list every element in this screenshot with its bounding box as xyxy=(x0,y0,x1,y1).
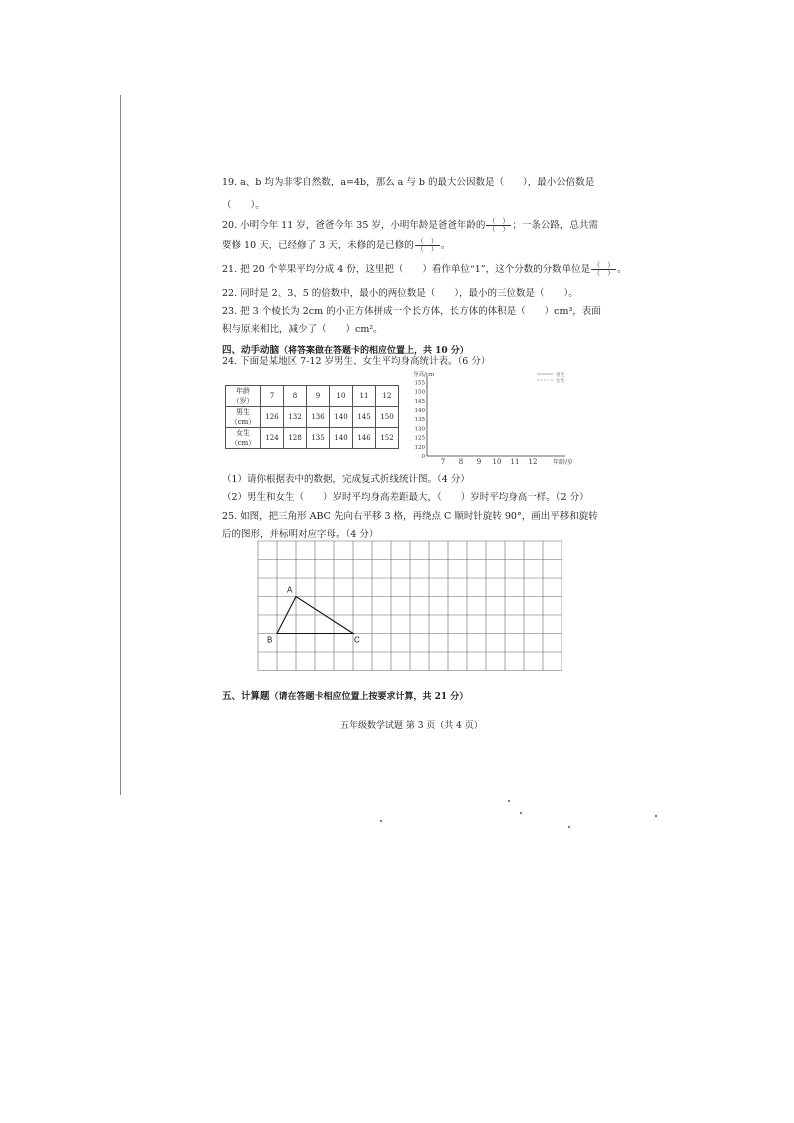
scan-speck xyxy=(508,800,510,802)
table-cell: 10 xyxy=(330,386,353,407)
y-tick-label: 155 xyxy=(414,380,425,387)
y-axis-label: 身高/cm xyxy=(413,372,435,378)
question-21 xyxy=(222,262,627,277)
table-cell: 150 xyxy=(376,407,399,428)
question-24-part-2: （2）男生和女生（ ）岁时平均身高差距最大，（ ）岁时平均身高一样。（2 分） xyxy=(222,492,589,503)
table-cell: 11 xyxy=(353,386,376,407)
section-4-title: 四、动手动脑 xyxy=(222,345,280,356)
y-tick-label: 130 xyxy=(414,426,425,433)
question-20-text-a: 20. 小明今年 11 岁，爸爸今年 35 岁，小明年龄是爸爸年龄的 xyxy=(222,220,486,231)
x-tick-label: 8 xyxy=(458,458,464,466)
table-cell: 124 xyxy=(261,428,284,449)
question-19-line-1: 19. a、b 均为非零自然数，a=4b，那么 a 与 b 的最大公因数是（ ），最小公倍数是 xyxy=(222,177,595,188)
table-row-age xyxy=(226,386,399,407)
question-21-text-b: 。 xyxy=(617,264,627,275)
table-cell: 146 xyxy=(353,428,376,449)
question-20-line-2 xyxy=(222,238,450,253)
table-cell: 140 xyxy=(330,428,353,449)
x-tick-label: 10 xyxy=(492,458,502,466)
y-tick-label: 140 xyxy=(414,408,425,414)
table-cell: 132 xyxy=(284,407,307,428)
table-cell: 135 xyxy=(307,428,330,449)
table-cell: 7 xyxy=(261,386,284,407)
page-footer: 五年级数学试题 第 3 页（共 4 页） xyxy=(340,721,483,731)
question-20-fraction-blank-2: $\frac{( )}{( )}$ xyxy=(416,237,438,253)
blank-line-chart xyxy=(405,368,590,468)
question-20-line-1 xyxy=(222,218,598,233)
vertex-label-c: C xyxy=(354,635,360,645)
question-25-line-1: 25. 如图，把三角形 ABC 先向右平移 3 格，再绕点 C 顺时针旋转 90°，画出平移和旋转 xyxy=(222,511,598,522)
question-24-part-1: （1）请你根据表中的数据，完成复式折线统计图。（4 分） xyxy=(222,474,470,485)
question-20-text-b: ；一条公路，总共需 xyxy=(512,220,598,231)
table-header-age: 年龄 （岁） xyxy=(226,386,261,407)
vertex-label-b: B xyxy=(267,635,273,645)
table-cell: 126 xyxy=(261,407,284,428)
x-tick-label: 12 xyxy=(528,458,538,466)
x-tick-label: 9 xyxy=(476,458,482,466)
y-tick-label: 145 xyxy=(414,398,425,405)
question-21-fraction-blank: $\frac{( )}{( )}$ xyxy=(593,261,615,277)
scan-speck xyxy=(568,826,570,828)
table-cell: 9 xyxy=(307,386,330,407)
y-tick-label: 135 xyxy=(414,417,425,424)
y-tick-label: 150 xyxy=(414,389,425,396)
scan-speck xyxy=(380,820,382,822)
section-5-heading xyxy=(222,688,468,702)
question-19-line-2: （ ）。 xyxy=(222,200,265,211)
question-25-line-2: 后的图形，并标明对应字母。（4 分） xyxy=(222,529,379,540)
question-23-line-2: 积与原来相比，减少了（ ）cm²。 xyxy=(222,324,383,335)
table-cell: 145 xyxy=(353,407,376,428)
table-cell: 128 xyxy=(284,428,307,449)
vertex-label-a: A xyxy=(287,585,293,595)
section-4-note: （将答案做在答题卡的相应位置上，共 10 分） xyxy=(279,346,469,356)
y-tick-label: 120 xyxy=(414,444,425,451)
table-header-boys: 男生 （cm） xyxy=(226,407,261,428)
scan-speck xyxy=(520,812,522,814)
x-axis-label: 年龄/岁 xyxy=(553,459,574,466)
question-22: 22. 同时是 2、3、5 的倍数中，最小的两位数是（ ），最小的三位数是（ ）。 xyxy=(222,288,578,299)
section-5-title: 五、计算题 xyxy=(222,691,270,702)
question-20-text-d: 。 xyxy=(440,240,451,251)
question-20-fraction-blank-1: $\frac{( )}{( )}$ xyxy=(488,217,510,233)
table-header-girls: 女生 （cm） xyxy=(226,428,261,449)
y-tick-label: 125 xyxy=(414,435,425,442)
table-row-girls xyxy=(226,428,399,449)
triangle-grid-figure xyxy=(256,540,562,672)
binding-margin-line xyxy=(120,95,121,795)
table-row-boys xyxy=(226,407,399,428)
scan-speck xyxy=(655,815,657,817)
table-cell: 136 xyxy=(307,407,330,428)
legend-label: 男生 xyxy=(556,373,565,378)
x-tick-label: 7 xyxy=(440,458,446,466)
table-cell: 8 xyxy=(284,386,307,407)
x-tick-label: 11 xyxy=(510,458,520,466)
question-23-line-1: 23. 把 3 个棱长为 2cm 的小正方体拼成一个长方体，长方体的体积是（ ）cm³，表面 xyxy=(222,306,601,317)
y-tick-label: 0 xyxy=(421,454,425,460)
question-20-text-c: 要修 10 天，已经修了 3 天，未修的是已修的 xyxy=(222,240,414,251)
legend-label: 女生 xyxy=(556,379,565,384)
section-5-note: （请在答题卡相应位置上按要求计算，共 21 分） xyxy=(269,692,469,702)
table-cell: 140 xyxy=(330,407,353,428)
table-cell: 12 xyxy=(376,386,399,407)
table-cell: 152 xyxy=(376,428,399,449)
question-21-text-a: 21. 把 20 个苹果平均分成 4 份，这里把（ ）看作单位“1”，这个分数的分数单位是 xyxy=(222,264,591,275)
height-table xyxy=(225,385,399,449)
section-4-heading xyxy=(222,342,469,356)
question-24-intro: 24. 下面是某地区 7-12 岁男生、女生平均身高统计表。（6 分） xyxy=(222,356,491,367)
